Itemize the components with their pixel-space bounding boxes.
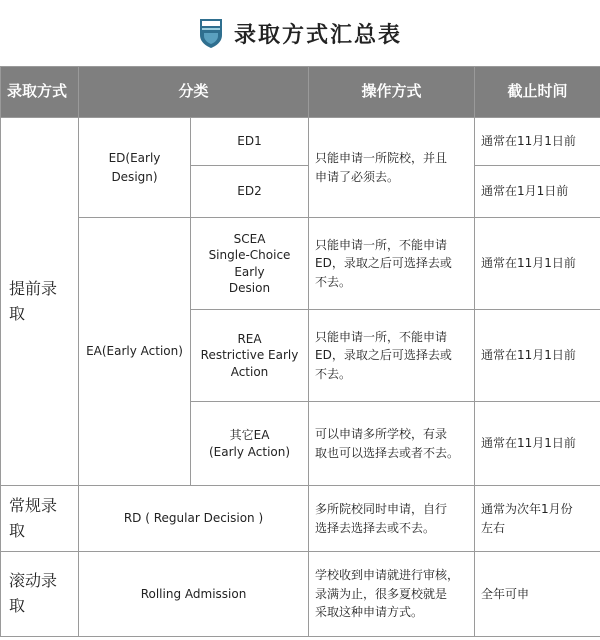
rea-deadline: 通常在11月1日前 <box>475 310 600 402</box>
header-method: 录取方式 <box>1 67 79 118</box>
rolling-admission-label: 滚动录取 <box>1 552 79 637</box>
shield-crest-icon <box>198 17 224 49</box>
table-row <box>1 118 600 166</box>
header-row <box>1 67 600 118</box>
ed-operation: 只能申请一所院校，并且 申请了必须去。 <box>309 118 475 218</box>
table-row <box>1 218 600 310</box>
rolling-operation: 学校收到申请就进行审核， 录满为止，很多夏校就是 采取这种申请方式。 <box>309 552 475 637</box>
rea-subcategory: REA Restrictive Early Action <box>191 310 309 402</box>
title-bar <box>0 0 600 66</box>
regular-deadline: 通常为次年1月份 左右 <box>475 486 600 552</box>
early-admission-label: 提前录取 <box>1 118 79 486</box>
header-category: 分类 <box>79 67 309 118</box>
rolling-deadline: 全年可申 <box>475 552 600 637</box>
table-row <box>1 486 600 552</box>
regular-operation: 多所院校同时申请，自行 选择去选择去或不去。 <box>309 486 475 552</box>
other-ea-deadline: 通常在11月1日前 <box>475 402 600 486</box>
header-operation: 操作方式 <box>309 67 475 118</box>
regular-admission-label: 常规录取 <box>1 486 79 552</box>
ed1-subcategory: ED1 <box>191 118 309 166</box>
header-deadline: 截止时间 <box>475 67 600 118</box>
page-title: 录取方式汇总表 <box>233 22 402 48</box>
scea-operation: 只能申请一所，不能申请 ED，录取之后可选择去或 不去。 <box>309 218 475 310</box>
regular-category: RD ( Regular Decision ) <box>79 486 309 552</box>
ea-category: EA(Early Action) <box>79 218 191 486</box>
scea-subcategory: SCEA Single-Choice Early Desion <box>191 218 309 310</box>
scea-deadline: 通常在11月1日前 <box>475 218 600 310</box>
rolling-category: Rolling Admission <box>79 552 309 637</box>
ed2-subcategory: ED2 <box>191 166 309 218</box>
ed1-deadline: 通常在11月1日前 <box>475 118 600 166</box>
other-ea-subcategory: 其它EA (Early Action) <box>191 402 309 486</box>
other-ea-operation: 可以申请多所学校，有录 取也可以选择去或者不去。 <box>309 402 475 486</box>
admission-table <box>0 66 600 637</box>
ed-category: ED(Early Design) <box>79 118 191 218</box>
rea-operation: 只能申请一所，不能申请 ED，录取之后可选择去或 不去。 <box>309 310 475 402</box>
ed2-deadline: 通常在1月1日前 <box>475 166 600 218</box>
table-row <box>1 552 600 637</box>
